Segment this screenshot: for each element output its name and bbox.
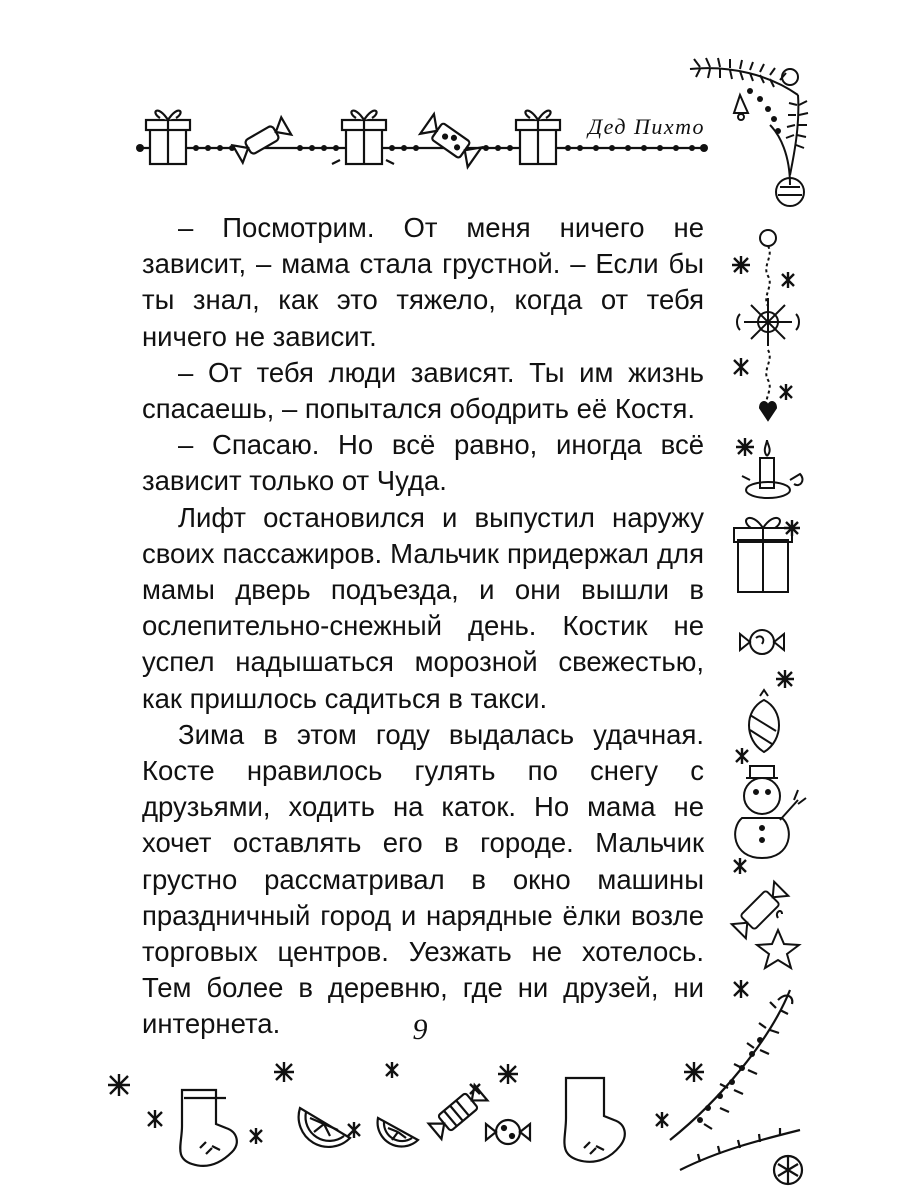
footer-beads <box>697 1037 763 1123</box>
candy-icon <box>486 1120 530 1144</box>
orange-slice-icon <box>378 1118 418 1147</box>
page-number: 9 <box>412 1013 428 1046</box>
asterisk-icons <box>732 256 800 998</box>
fir-branch-corner-icon <box>670 990 802 1184</box>
sock-icon <box>180 1090 237 1166</box>
gift-box-icon <box>146 111 190 164</box>
snowflake-icon <box>737 298 799 346</box>
footer-ornaments <box>0 980 900 1200</box>
gift-box-icon <box>734 518 792 592</box>
gift-box-icon <box>332 111 394 164</box>
cracker-candy-icon <box>420 114 481 167</box>
asterisk-icons <box>108 1062 704 1144</box>
paragraph: – Спасаю. Но всё равно, иногда всё зависит только от Чуда. <box>142 429 704 497</box>
gift-box-icon <box>516 111 560 164</box>
paragraph: Зима в этом году выдалась удачная. Косте нравилось гулять по снегу с друзьями, ходить на каток. Но мама не хочет оставлять его в городе. Мальчик грустно рассматривал в окно машины праздничный город и нарядные ёлки возле торговых центров. Уезжать не хотелось. Тем более в деревню, где ни друзей, ни интернета. <box>142 718 704 1040</box>
ornament-ball-icon <box>760 230 776 246</box>
side-ornament-column <box>720 210 830 1000</box>
candy-icon <box>740 630 784 654</box>
ornament-icon <box>749 690 779 752</box>
heart-icon <box>760 402 776 420</box>
cracker-candy-icon <box>732 882 789 939</box>
paragraph: – Посмотрим. От меня ничего не зависит, – мама стала грустной. – Если бы ты знал, как это тяжело, когда от тебя ничего не зависит. <box>142 212 704 352</box>
candle-icon <box>742 440 802 498</box>
body-text <box>142 210 704 1043</box>
paragraph: Лифт остановился и выпустил наружу своих пассажиров. Мальчик придержал для мамы дверь подъезда, и они вышли в ослепительно-снежный день. Костик не успел надышаться морозной свежестью, как пришлось садиться в такси. <box>142 501 704 714</box>
candy-icon <box>233 117 291 162</box>
fir-branch-corner-icon <box>680 55 820 215</box>
snowman-icon <box>735 766 806 858</box>
paragraph: – От тебя люди зависят. Ты им жизнь спасаешь, – попытался ободрить её Костя. <box>142 356 704 425</box>
running-header-author: Дед Пихто <box>588 114 705 139</box>
orange-slice-icon <box>299 1108 350 1147</box>
star-icon <box>757 930 799 968</box>
